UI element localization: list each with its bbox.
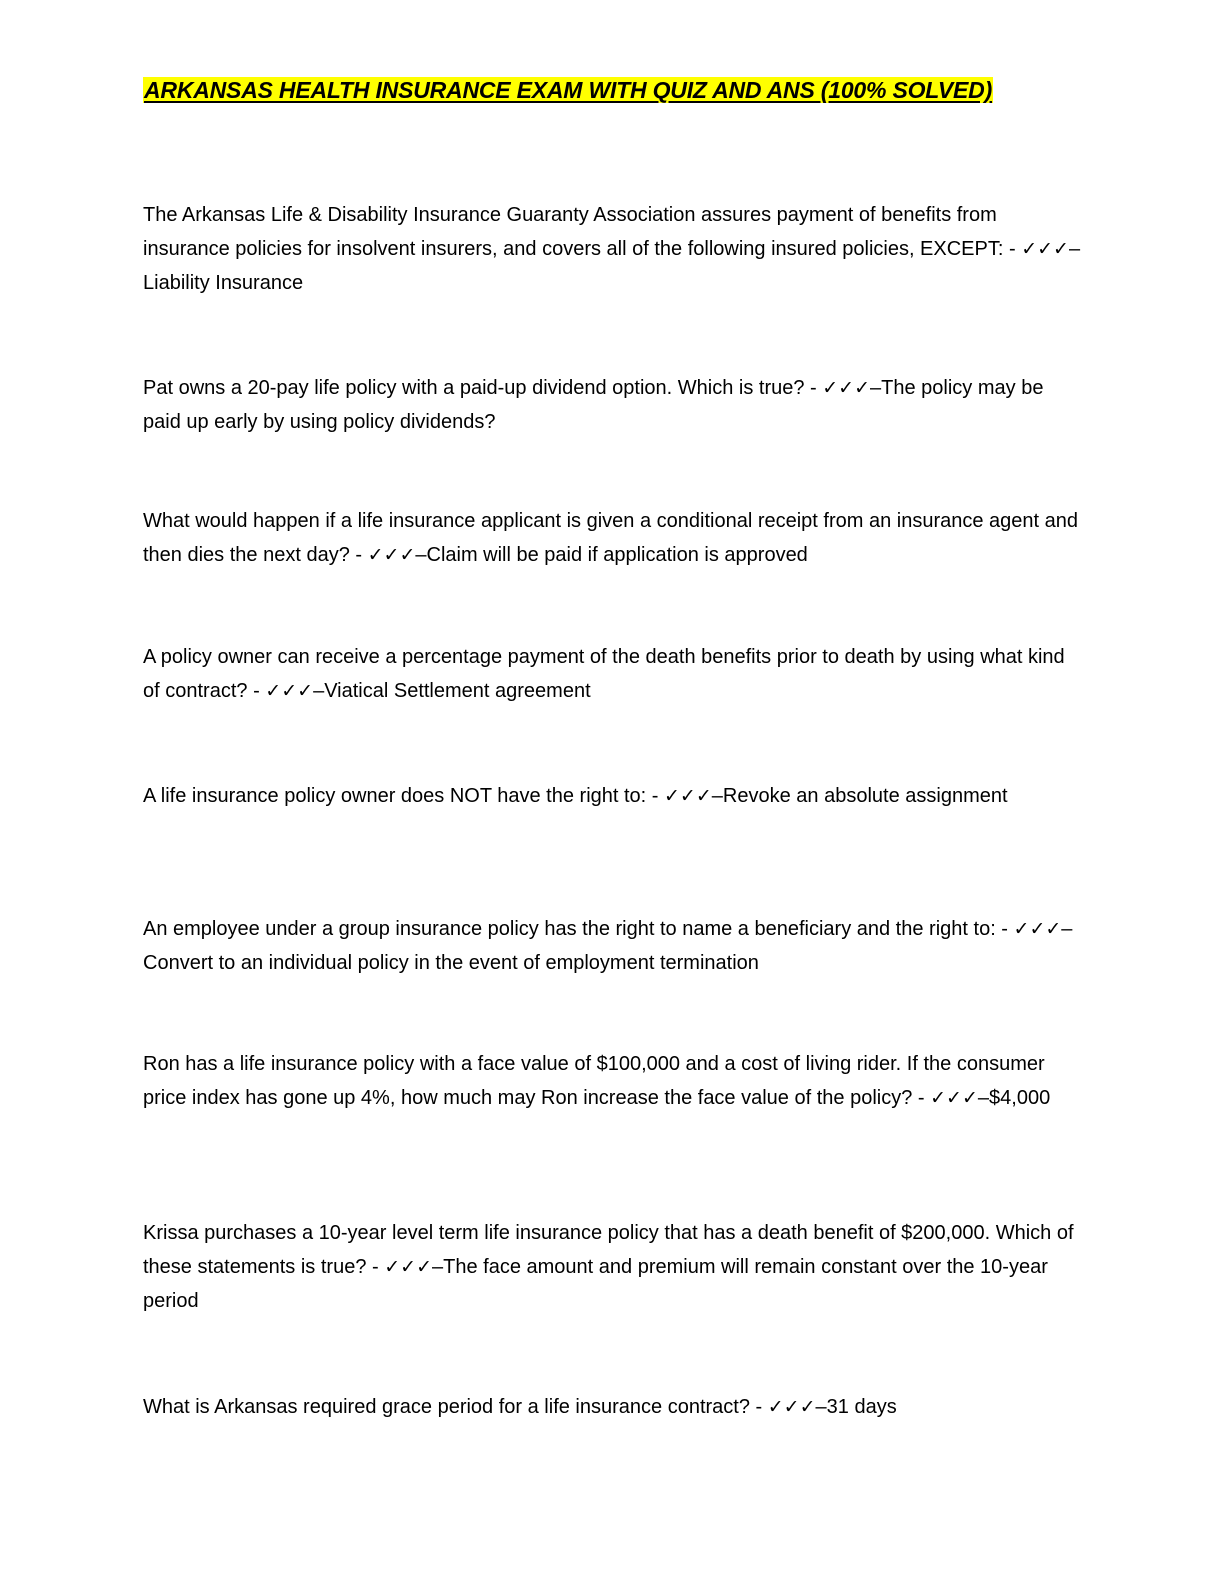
question-text: What is Arkansas required grace period for a life insurance contract? <box>143 1396 750 1418</box>
checkmark-icon: ✓✓✓ <box>265 680 314 702</box>
title-highlight: ARKANSAS HEALTH INSURANCE EXAM WITH QUIZ AND ANS (100% SOLVED) <box>144 77 993 103</box>
answer-text: $4,000 <box>989 1087 1051 1109</box>
qa-item-6: An employee under a group insurance policy has the right to name a beneficiary and the right to: - ✓✓✓–Convert to an individual policy in the event of employment termination <box>143 918 1073 974</box>
qa-item-1: The Arkansas Life & Disability Insurance Guaranty Association assures payment of benefits from insurance policies for insolvent insurers, and covers all of the following insured policies, EXCEPT: - ✓✓✓–Liability Insurance <box>143 204 1081 294</box>
checkmark-icon: ✓✓✓ <box>767 1396 816 1418</box>
question-text: Krissa purchases a 10-year level term life insurance policy that has a death benefit of $200,000. Which of these statements is true? <box>143 1222 1074 1278</box>
checkmark-icon: ✓✓✓ <box>384 1256 432 1278</box>
checkmark-icon: ✓✓✓ <box>664 785 712 807</box>
checkmark-icon: ✓✓✓ <box>1013 918 1062 940</box>
qa-item-5: A life insurance policy owner does NOT have the right to: - ✓✓✓–Revoke an absolute assignment <box>143 785 1008 807</box>
question-text: Pat owns a 20-pay life policy with a paid-up dividend option. Which is true? <box>143 377 805 399</box>
answer-text: Liability Insurance <box>143 272 304 294</box>
qa-item-9: What is Arkansas required grace period for a life insurance contract? - ✓✓✓–31 days <box>143 1396 897 1418</box>
answer-text: 31 days <box>826 1396 897 1418</box>
qa-item-4: A policy owner can receive a percentage payment of the death benefits prior to death by using what kind of contract? - ✓✓✓–Viatical Settlement agreement <box>143 646 1065 702</box>
answer-text: Viatical Settlement agreement <box>324 680 591 702</box>
checkmark-icon: ✓✓✓ <box>930 1087 978 1109</box>
answer-text: Convert to an individual policy in the event of employment termination <box>143 952 759 974</box>
qa-item-3: What would happen if a life insurance applicant is given a conditional receipt from an insurance agent and then dies the next day? - ✓✓✓–Claim will be paid if application is approved <box>143 510 1079 566</box>
qa-item-8: Krissa purchases a 10-year level term life insurance policy that has a death benefit of $200,000. Which of these statements is true? - ✓✓✓–The face amount and premium will remain constant over the 10-year period <box>143 1222 1074 1312</box>
question-text: A life insurance policy owner does NOT have the right to: <box>143 785 647 807</box>
checkmark-icon: ✓✓✓ <box>822 377 871 399</box>
question-text: An employee under a group insurance policy has the right to name a beneficiary and the right to: <box>143 918 996 940</box>
question-text: Ron has a life insurance policy with a face value of $100,000 and a cost of living rider. If the consumer price index has gone up 4%, how much may Ron increase the face value of the policy? <box>143 1053 1045 1109</box>
checkmark-icon: ✓✓✓ <box>367 544 416 566</box>
qa-item-7: Ron has a life insurance policy with a face value of $100,000 and a cost of living rider. If the consumer price index has gone up 4%, how much may Ron increase the face value of the policy? - ✓✓✓–$4,000 <box>143 1053 1051 1109</box>
question-text: A policy owner can receive a percentage payment of the death benefits prior to death by using what kind of contract? <box>143 646 1065 702</box>
answer-text: The policy may be paid up early by using policy dividends? <box>143 377 1044 433</box>
answer-text: Claim will be paid if application is approved <box>426 544 808 566</box>
question-text: The Arkansas Life & Disability Insurance Guaranty Association assures payment of benefits from insurance policies for insolvent insurers, and covers all of the following insured policies, EXCEPT: <box>143 204 1004 260</box>
answer-text: Revoke an absolute assignment <box>722 785 1008 807</box>
qa-item-2: Pat owns a 20-pay life policy with a paid-up dividend option. Which is true? - ✓✓✓–The policy may be paid up early by using policy dividends? <box>143 377 1044 433</box>
checkmark-icon: ✓✓✓ <box>1021 238 1069 260</box>
document-title <box>143 74 993 106</box>
answer-text: The face amount and premium will remain constant over the 10-year period <box>143 1256 1048 1312</box>
question-text: What would happen if a life insurance applicant is given a conditional receipt from an insurance agent and then dies the next day? <box>143 510 1079 566</box>
